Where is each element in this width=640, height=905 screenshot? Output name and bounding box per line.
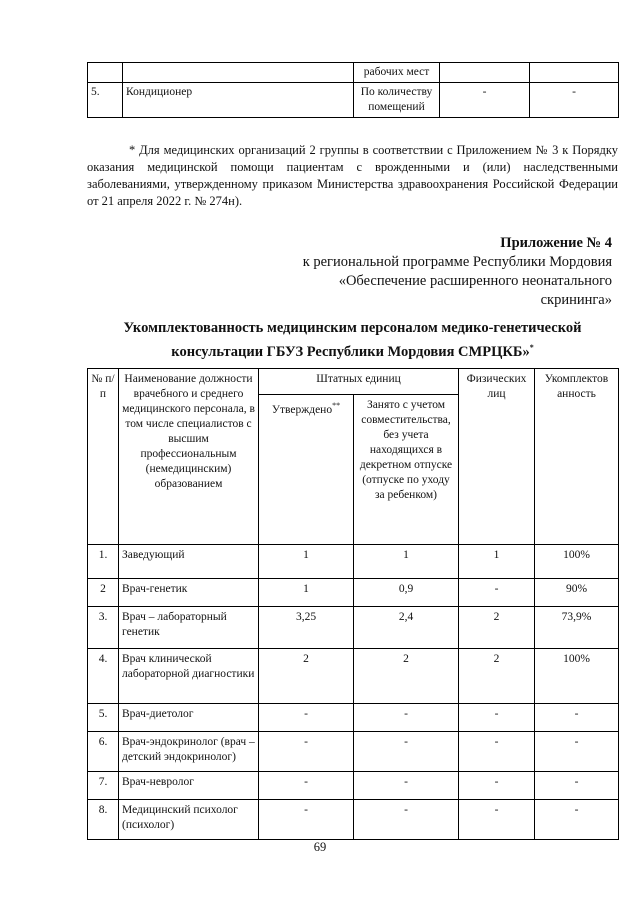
equipment-name: Кондиционер (123, 83, 354, 118)
position-name: Врач-генетик (119, 579, 259, 607)
physical-value: 2 (459, 649, 535, 704)
staffing-value: 100% (535, 649, 619, 704)
header-row (88, 369, 619, 395)
approved-value: 3,25 (259, 607, 354, 649)
footnote: * Для медицинских организаций 2 группы в соответствии с Приложением № 3 к Порядку оказания медицинской помощи пациентам с врожденными и (или) наследственными заболеваниями, утвержденному приказом Министерства здравоохранения Российской Федерации от 21 апреля 2022 г. № 274н). (87, 143, 618, 208)
occupied-value: - (354, 704, 459, 732)
appendix-line: к региональной программе Республики Мордовия (302, 254, 612, 270)
staffing-value: 90% (535, 579, 619, 607)
staffing-value: 100% (535, 545, 619, 579)
page-number: 69 (313, 840, 327, 854)
table-row (88, 732, 619, 772)
header-num: № п/п (88, 369, 119, 545)
table-row (88, 704, 619, 732)
equipment-table-continuation (87, 62, 619, 118)
position-name: Врач-диетолог (119, 704, 259, 732)
row-number: 5. (88, 704, 119, 732)
occupied-value: 2 (354, 649, 459, 704)
approved-value: 2 (259, 649, 354, 704)
physical-value: - (459, 732, 535, 772)
footnote-mark: ** (332, 401, 341, 410)
row-number: 7. (88, 772, 119, 800)
position-name: Врач-невролог (119, 772, 259, 800)
approved-value: 1 (259, 579, 354, 607)
table-row (88, 63, 619, 83)
staffing-value: - (535, 800, 619, 840)
approved-value: - (259, 800, 354, 840)
occupied-value: - (354, 800, 459, 840)
staff-table (87, 368, 619, 840)
row-number: 1. (88, 545, 119, 579)
approved-value: - (259, 732, 354, 772)
row-number: 6. (88, 732, 119, 772)
row-number: 2 (88, 579, 119, 607)
row-number: 4. (88, 649, 119, 704)
occupied-value: - (354, 772, 459, 800)
header-approved: Утверждено** (259, 395, 354, 545)
table-row (88, 607, 619, 649)
table-row (88, 545, 619, 579)
position-name: Медицинский психолог (психолог) (119, 800, 259, 840)
header-physical: Физических лиц (459, 369, 535, 545)
row-number: 3. (88, 607, 119, 649)
approved-value: - (259, 704, 354, 732)
appendix-line: скрининга» (540, 292, 612, 308)
staffing-value: - (535, 704, 619, 732)
approved-value: 1 (259, 545, 354, 579)
physical-value: - (459, 579, 535, 607)
physical-value: - (459, 800, 535, 840)
occupied-value: 0,9 (354, 579, 459, 607)
header-occupied: Занято с учетом совместительства, без учета находящихся в декретном отпуске (отпуске по уходу за ребенком) (354, 395, 459, 545)
table-row (88, 800, 619, 840)
appendix-label: Приложение № 4 (500, 235, 612, 251)
row-number: 5. (88, 83, 123, 118)
physical-value: - (459, 772, 535, 800)
unit-cell: По количеству помещений (354, 83, 440, 118)
occupied-value: 2,4 (354, 607, 459, 649)
value-cell: - (440, 83, 530, 118)
header-staff-units: Штатных единиц (259, 369, 459, 395)
staffing-value: - (535, 772, 619, 800)
physical-value: 1 (459, 545, 535, 579)
footnote-mark: * (529, 343, 534, 352)
header-staffing: Укомплектов анность (535, 369, 619, 545)
appendix-header (252, 234, 612, 310)
table-row (88, 83, 619, 118)
header-position: Наименование должности врачебного и среднего медицинского персонала, в том числе специалистов с высшим профессиональным (немедицинским) образованием (119, 369, 259, 545)
physical-value: 2 (459, 607, 535, 649)
value-cell: - (530, 83, 619, 118)
position-name: Врач-эндокринолог (врач – детский эндокринолог) (119, 732, 259, 772)
document-title (87, 319, 618, 362)
physical-value: - (459, 704, 535, 732)
staffing-value: 73,9% (535, 607, 619, 649)
approved-value: - (259, 772, 354, 800)
position-name: Врач клинической лабораторной диагностики (119, 649, 259, 704)
appendix-line: «Обеспечение расширенного неонатального (338, 273, 612, 289)
table-row (88, 649, 619, 704)
row-number: 8. (88, 800, 119, 840)
title-text: Укомплектованность медицинским персоналом медико-генетической консультации ГБУЗ Республики Мордовия СМРЦКБ» (123, 320, 582, 360)
table-row (88, 772, 619, 800)
staffing-value: - (535, 732, 619, 772)
table-row (88, 579, 619, 607)
occupied-value: 1 (354, 545, 459, 579)
position-name: Заведующий (119, 545, 259, 579)
position-name: Врач – лабораторный генетик (119, 607, 259, 649)
occupied-value: - (354, 732, 459, 772)
unit-cell: рабочих мест (354, 63, 440, 83)
